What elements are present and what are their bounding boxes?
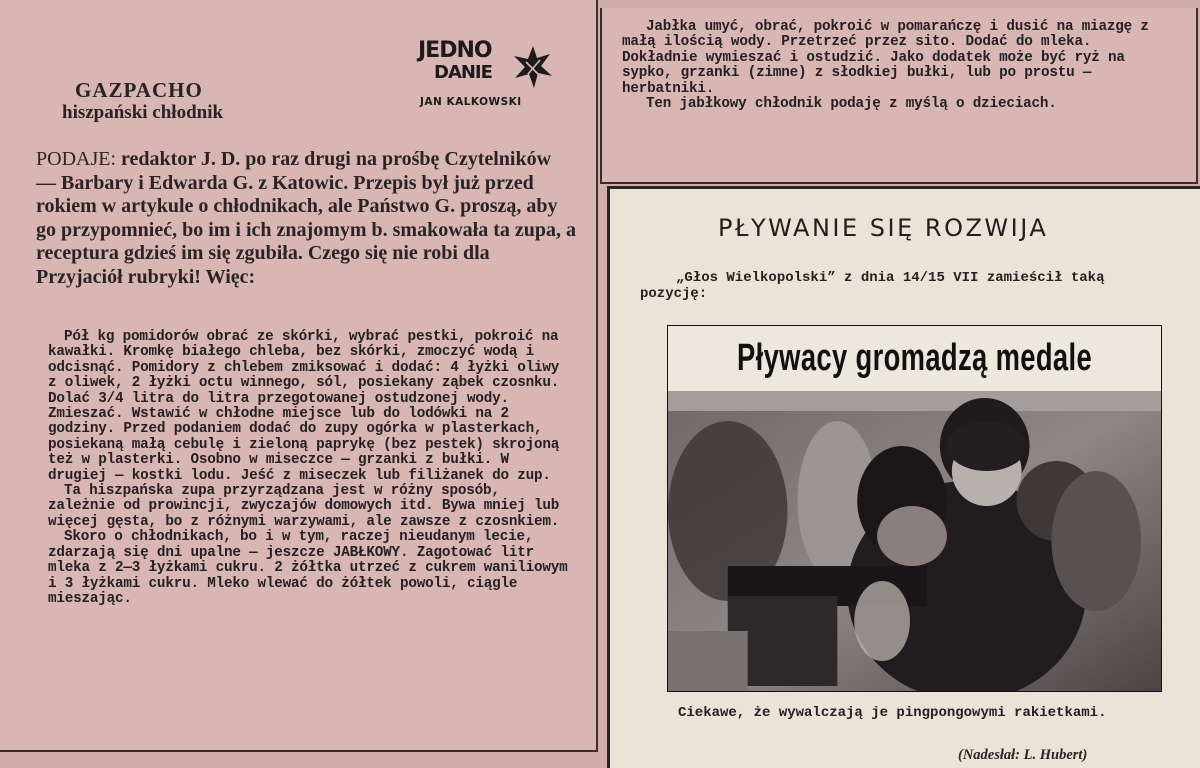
- logo-wordmark: [418, 40, 492, 84]
- recipe-body: [48, 330, 568, 607]
- column-logo: [418, 40, 558, 112]
- cutlery-icon: [510, 42, 556, 94]
- apple-paragraph-2: Ten jabłkowy chłodnik podaję z myślą o dzieciach.: [646, 96, 1057, 113]
- article-intro: „Głos Wielkopolski” z dnia 14/15 VII zamieścił taką pozycję:: [640, 270, 1105, 302]
- recipe-paragraph-2: Ta hiszpańska zupa przyrządzana jest w różny sposób, zależnie od prowincji, zwyczajów domowych itd. Bywa mniej lub więcej gęsta, bo z różnymi warzywami, ale zawsze z czosnkiem.: [48, 483, 560, 530]
- photo-caption: Ciekawe, że wywalczają je pingpongowymi rakietkami.: [678, 705, 1107, 721]
- recipe-paragraph-1: Pół kg pomidorów obrać ze skórki, wybrać pestki, pokroić na kawałki. Kromkę białego chleba, bez skórki, zmoczyć wodą i odcisnąć. Pomidory z chlebem zmiksować i dodać: 4 łyżki oliwy z oliwek, 2 łyżki octu winnego, sól, posiekany ząbek czosnku. Dolać 3/4 litra do litra przegotowanej ostudzonej wody. Zmieszać. Wstawić w chłodne miejsce lub do lodówki na 2 godziny. Przed podaniem dodać do zupy ogórka w plasterkach, posiekaną małą cebulę i zieloną paprykę (bez pestek) skrojoną też w plasterki. Osobno w miseczce — grzanki z bułki. W drugiej — kostki lodu. Jeść z miseczek lub filiżanek do zup.: [48, 329, 560, 484]
- article-signature: (Nadesłał: L. Hubert): [958, 747, 1088, 763]
- logo-line-1: JEDNO: [418, 38, 492, 63]
- newspaper-clipping: [667, 325, 1162, 692]
- recipe-subtitle: hiszpański chłodnik: [62, 102, 224, 123]
- apple-paragraph-1: Jabłka umyć, obrać, pokroić w pomarańczę i dusić na miazgę z małą ilością wody. Przetrzeć przez sito. Dodać do mleka. Dokładnie wymieszać i ostudzić. Jako dodatek może być ryż na sypko, grzanki (zimne) z słodkiej bułki, lub po prostu — herbatniki.: [622, 19, 1149, 97]
- article-title: PŁYWANIE SIĘ ROZWIJA: [718, 214, 1049, 242]
- table-tennis-photo: [668, 391, 1161, 692]
- clipping-headline: [668, 326, 1161, 391]
- logo-line-2: DANIE: [434, 62, 492, 83]
- logo-author: JAN KALKOWSKI: [420, 96, 522, 108]
- recipe-paragraph-3: Skoro o chłodnikach, bo i w tym, raczej nieudanym lecie, zdarzają się dni upalne — jeszcze JABŁKOWY. Zagotować litr mleka z 2—3 łyżkami cukru. 2 żółtka utrzeć z cukrem waniliowym i 3 łyżkami cukru. Mleko wlewać do żółtek powoli, ciągle mieszając.: [48, 529, 568, 607]
- recipe-title: GAZPACHO: [75, 78, 203, 102]
- clipping-headline-text: Pływacy gromadzą medale: [736, 337, 1093, 379]
- intro-lead: PODAJE:: [36, 148, 117, 170]
- intro-body: redaktor J. D. po raz drugi na prośbę Czytelników — Barbary i Edwarda G. z Katowic. Przepis był już przed rokiem w artykule o chłodnikach, ale Państwo G. proszą, aby go przypomnieć, bo im i ich znajomym b. smakowała ta zupa, a receptura gdzieś im się zgubiła. Czego się nie robi dla Przyjaciół rubryki! Więc:: [36, 148, 576, 288]
- apple-soup-text: [622, 20, 1162, 112]
- recipe-intro: [36, 148, 576, 289]
